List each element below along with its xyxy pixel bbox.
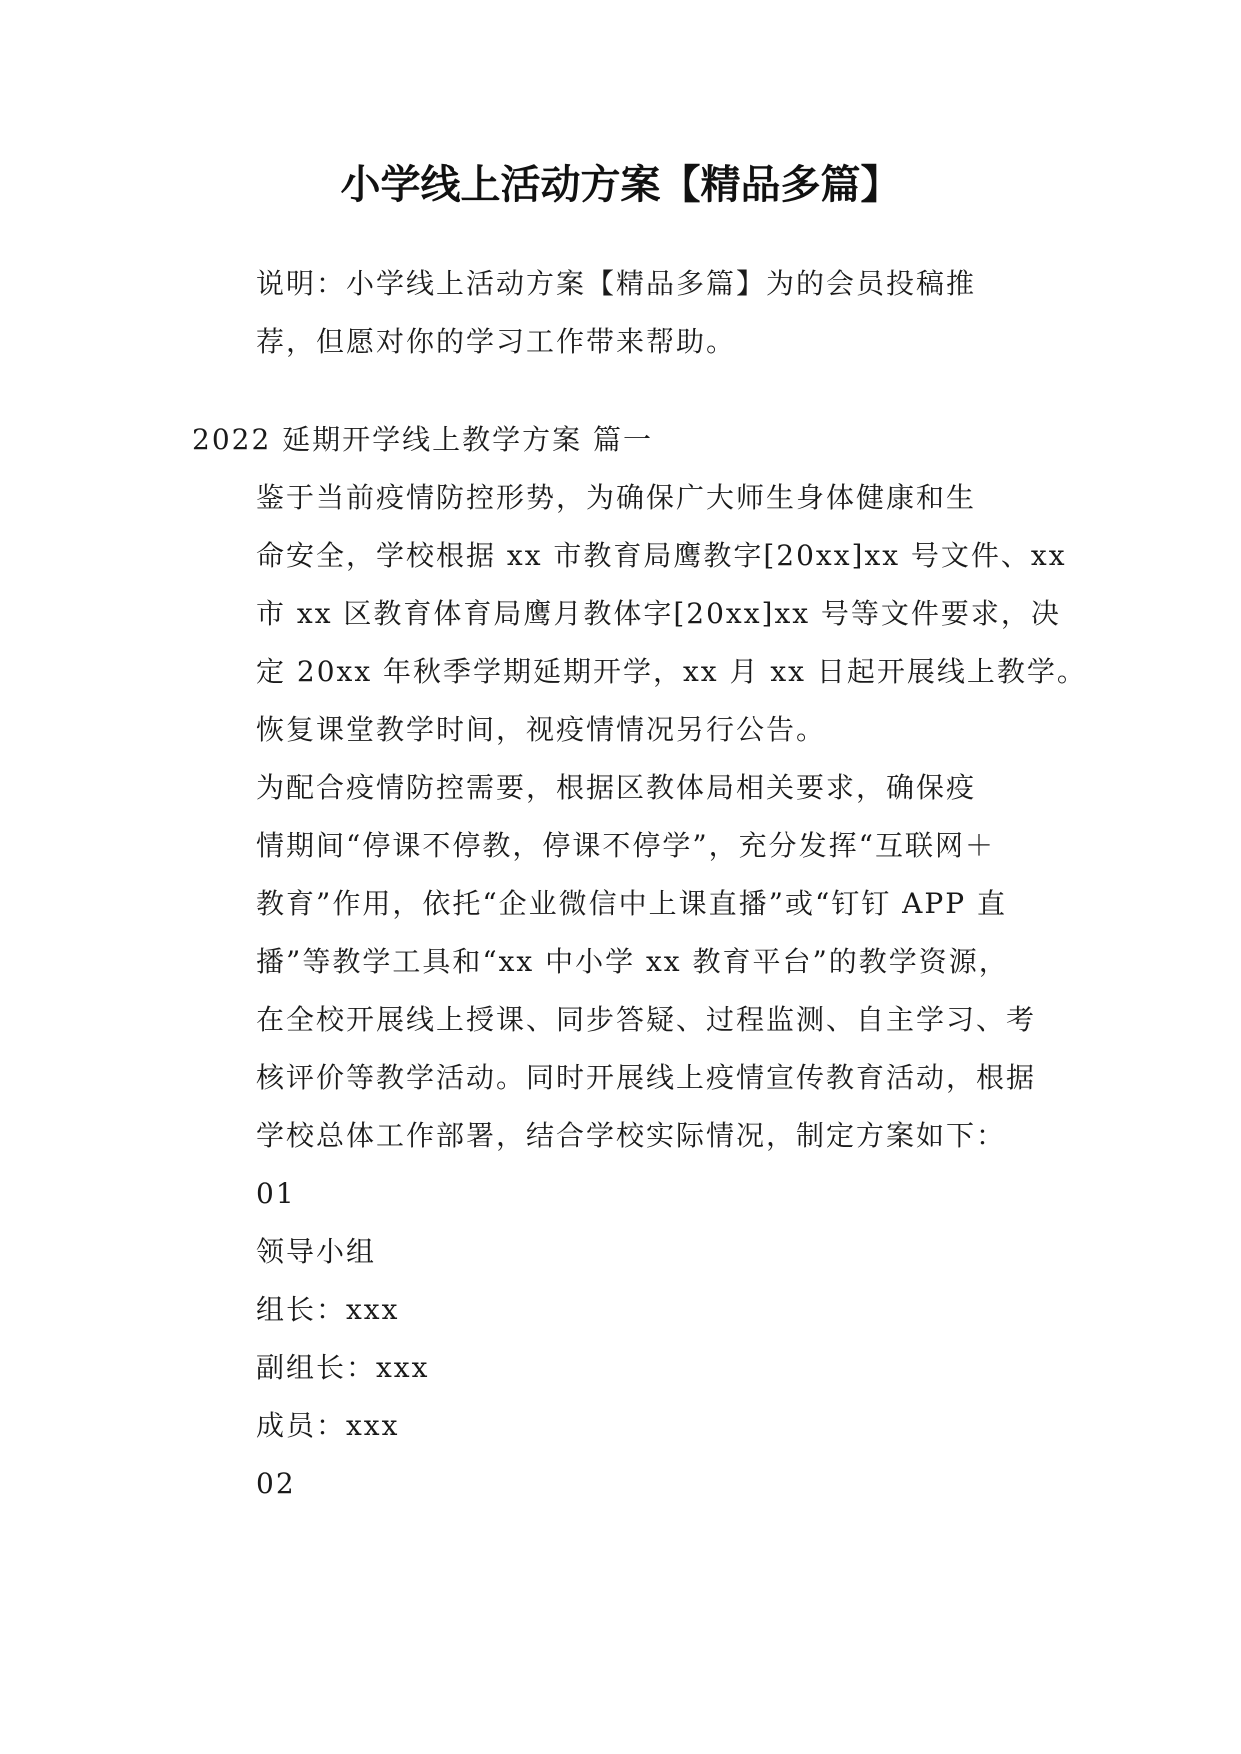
text-line: 播”等教学工具和“xx 中小学 xx 教育平台”的教学资源，: [256, 945, 1009, 978]
intro-paragraph: [192, 255, 1058, 371]
text-line: 说明：小学线上活动方案【精品多篇】为的会员投稿推: [256, 267, 977, 300]
text-line: 核评价等教学活动。同时开展线上疫情宣传教育活动，根据: [256, 1061, 1037, 1094]
text-line: 学校总体工作部署，结合学校实际情况，制定方案如下：: [256, 1119, 1007, 1152]
list-item: 成员：xxx: [256, 1409, 400, 1442]
list-item: 副组长：xxx: [256, 1351, 430, 1384]
text-line: 为配合疫情防控需要，根据区教体局相关要求，确保疫: [256, 771, 977, 804]
list-item: 01: [256, 1177, 296, 1210]
list-item: 领导小组: [256, 1235, 377, 1268]
text-line: 定 20xx 年秋季学期延期开学，xx 月 xx 日起开展线上教学。: [256, 655, 1087, 688]
text-line: 荐，但愿对你的学习工作带来帮助。: [256, 325, 737, 358]
text-line: 情期间“停课不停教，停课不停学”，充分发挥“互联网＋: [256, 829, 995, 862]
section-heading: 2022 延期开学线上教学方案 篇一: [192, 423, 654, 456]
list-item: 组长：xxx: [256, 1293, 400, 1326]
paragraph-2: [192, 759, 1058, 1165]
list-item: 02: [256, 1467, 296, 1500]
text-line: 在全校开展线上授课、同步答疑、过程监测、自主学习、考: [256, 1003, 1037, 1036]
section-1: [192, 411, 1087, 1513]
intro-text: [192, 255, 1058, 371]
text-line: 鉴于当前疫情防控形势，为确保广大师生身体健康和生: [256, 481, 977, 514]
document-title: 小学线上活动方案【精品多篇】: [340, 162, 901, 208]
text-line: 恢复课堂教学时间，视疫情情况另行公告。: [256, 713, 827, 746]
text-line: 教育”作用，依托“企业微信中上课直播”或“钉钉 APP 直: [256, 887, 1007, 920]
paragraph-1: [192, 469, 1087, 759]
text-line: 市 xx 区教育体育局鹰月教体字[20xx]xx 号等文件要求，决: [256, 597, 1061, 630]
text-line: 命安全，学校根据 xx 市教育局鹰教字[20xx]xx 号文件、xx: [256, 539, 1067, 572]
